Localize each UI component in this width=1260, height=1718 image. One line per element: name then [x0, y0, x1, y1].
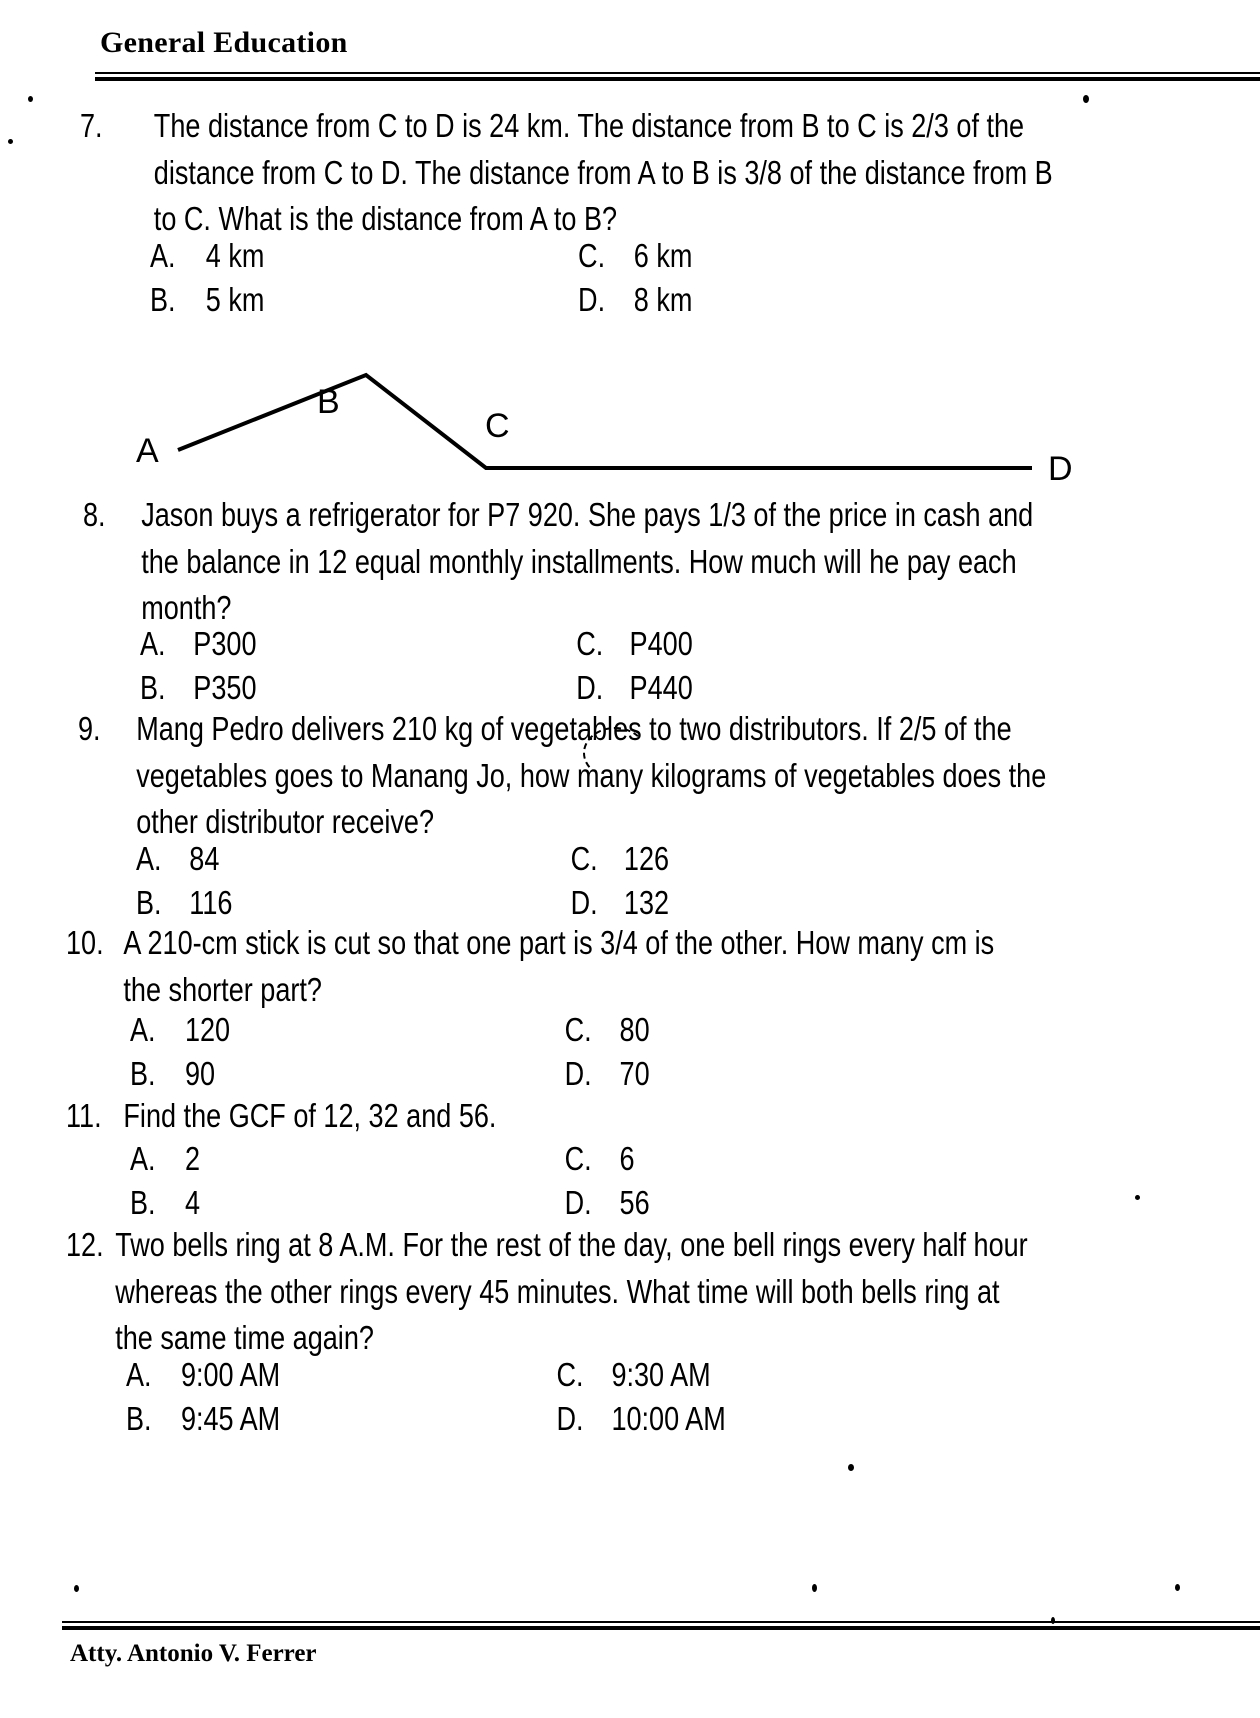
question-10 — [66, 920, 994, 1013]
option-d[interactable]: D. 132 — [570, 884, 670, 921]
option-c[interactable]: C. 6 — [564, 1140, 635, 1177]
diagram-label-b: B — [317, 383, 340, 421]
question-line: the shorter part? — [123, 970, 322, 1008]
question-8 — [83, 492, 1033, 632]
question-line: 8. Jason buys a refrigerator for P7 920. She pays 1/3 of the price in cash and — [83, 492, 1033, 539]
option-a[interactable]: A. 2 — [130, 1140, 200, 1177]
question-number: 11. — [66, 1097, 102, 1134]
scan-speck — [812, 1584, 817, 1592]
diagram-path — [178, 375, 1032, 468]
question-line: the balance in 12 equal monthly installments. How much will he pay each — [141, 542, 1017, 580]
scan-speck — [1175, 1584, 1180, 1591]
question-number: 10. — [66, 924, 104, 961]
footer-author: Atty. Antonio V. Ferrer — [70, 1640, 317, 1667]
option-d[interactable]: D. P440 — [576, 669, 693, 706]
diagram-label-c: C — [485, 407, 510, 445]
question-9 — [78, 706, 1046, 846]
option-b[interactable]: B. 9:45 AM — [126, 1400, 281, 1437]
scan-speck — [74, 1585, 79, 1592]
question-line: 12. Two bells ring at 8 A.M. For the rest of the day, one bell rings every half hour — [66, 1222, 1028, 1269]
question-number: 9. — [78, 710, 101, 747]
option-c[interactable]: C. P400 — [576, 625, 693, 662]
option-a[interactable]: A. 4 km — [150, 237, 265, 274]
page-header-title: General Education — [100, 26, 348, 59]
question-line: vegetables goes to Manang Jo, how many kilograms of vegetables does the — [136, 756, 1047, 794]
option-b[interactable]: B. P350 — [140, 669, 257, 706]
scan-speck — [1135, 1195, 1140, 1200]
scan-speck — [8, 139, 13, 144]
option-b[interactable]: B. 4 — [130, 1184, 200, 1221]
question-line: whereas the other rings every 45 minutes. What time will both bells ring at — [115, 1272, 1000, 1310]
scan-speck — [1051, 1617, 1055, 1624]
scan-speck — [848, 1464, 854, 1471]
option-a[interactable]: A. 9:00 AM — [126, 1356, 281, 1393]
question-line: month? — [141, 589, 232, 626]
option-d[interactable]: D. 56 — [564, 1184, 650, 1221]
question-line: to C. What is the distance from A to B? — [153, 200, 618, 237]
option-b[interactable]: B. 116 — [136, 884, 233, 921]
option-a[interactable]: A. 120 — [130, 1011, 231, 1048]
option-c[interactable]: C. 6 km — [578, 237, 693, 274]
question-7 — [80, 103, 1053, 243]
question-number: 12. — [66, 1226, 104, 1263]
question-line: 10. A 210-cm stick is cut so that one part is 3/4 of the other. How many cm is — [66, 920, 994, 967]
question-12 — [66, 1222, 1028, 1362]
option-b[interactable]: B. 5 km — [150, 281, 265, 318]
scan-speck — [1083, 95, 1089, 103]
question-line: 11. Find the GCF of 12, 32 and 56. — [66, 1093, 496, 1140]
option-d[interactable]: D. 70 — [564, 1055, 650, 1092]
question-line: other distributor receive? — [136, 803, 435, 840]
diagram-label-a: A — [136, 432, 159, 470]
question-11 — [66, 1093, 496, 1140]
option-d[interactable]: D. 10:00 AM — [556, 1400, 726, 1437]
option-c[interactable]: C. 126 — [570, 840, 670, 877]
question-line: 9. Mang Pedro delivers 210 kg of vegetables to two distributors. If 2/5 of the — [78, 706, 1046, 753]
diagram-label-d: D — [1048, 450, 1073, 488]
question-line: the same time again? — [115, 1319, 374, 1356]
option-a[interactable]: A. 84 — [136, 840, 220, 877]
option-a[interactable]: A. P300 — [140, 625, 257, 662]
option-c[interactable]: C. 80 — [564, 1011, 650, 1048]
scan-speck — [28, 96, 33, 102]
footer-rule — [62, 1621, 1260, 1635]
question-number: 8. — [83, 496, 106, 533]
header-rule — [95, 72, 1260, 86]
question-number: 7. — [80, 107, 103, 144]
option-d[interactable]: D. 8 km — [578, 281, 693, 318]
question-line: distance from C to D. The distance from A to B is 3/8 of the distance from B — [153, 153, 1053, 191]
question-line: 7. The distance from C to D is 24 km. The distance from B to C is 2/3 of the — [80, 103, 1053, 150]
option-b[interactable]: B. 90 — [130, 1055, 216, 1092]
distance-diagram — [120, 360, 1180, 510]
option-c[interactable]: C. 9:30 AM — [556, 1356, 711, 1393]
